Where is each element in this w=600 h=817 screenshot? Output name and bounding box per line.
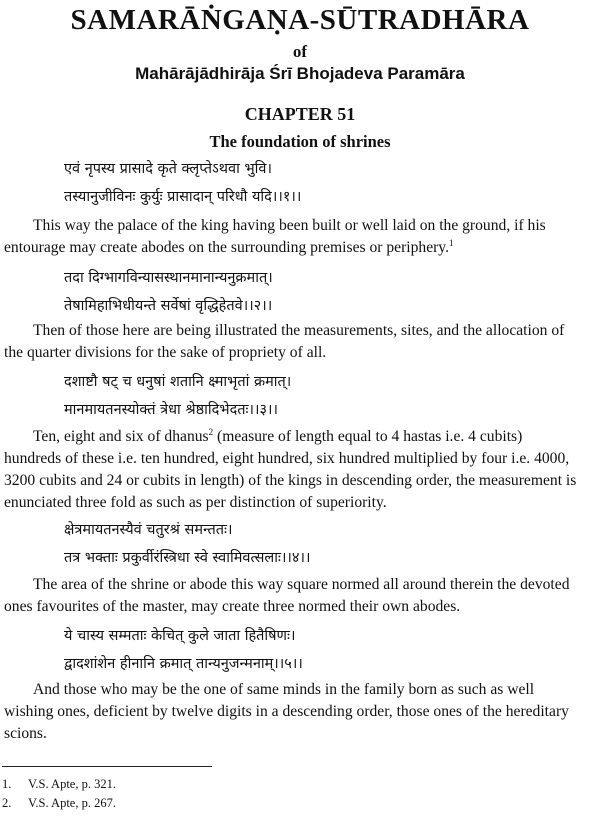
footnote-divider bbox=[2, 766, 212, 767]
translation-paragraph-3 bbox=[4, 426, 596, 514]
translation-paragraph-5 bbox=[4, 679, 596, 745]
paragraph-line: enunciated three fold as such as per distinction of superiority. bbox=[4, 494, 387, 511]
footnote-number: 1. bbox=[2, 777, 12, 791]
paragraph-line: 3200 cubits and 24 or cubits in length) of the kings in descending order, the measurement is bbox=[4, 472, 577, 489]
verse-line: एवं नृपस्य प्रासादे कृते क्लृप्तेऽथवा भुवि। bbox=[64, 161, 272, 177]
title-connector: of bbox=[292, 42, 308, 61]
translation-paragraph-1 bbox=[4, 215, 596, 259]
verse-line: दशाष्टौ षट् च धनुषां शतानि क्ष्माभृतां क्रमात्। bbox=[64, 374, 292, 390]
footnote-marker: 1 bbox=[449, 237, 454, 248]
author-line: Mahārājādhirāja Śrī Bhojadeva Paramāra bbox=[135, 64, 465, 83]
verse-line: तत्र भक्ताः प्रकुर्वीरंस्त्रिधा स्वे स्वामिवत्सलाः।।४।। bbox=[64, 550, 311, 566]
verse-line: मानमायतनस्योक्तं त्रेधा श्रेष्ठादिभेदतः।।३।। bbox=[64, 402, 278, 418]
paragraph-line: The area of the shrine or abode this way square normed all around therein the devoted bbox=[33, 576, 570, 593]
translation-paragraph-4 bbox=[4, 574, 596, 618]
translation-paragraph-2 bbox=[4, 320, 596, 364]
paragraph-line: wishing ones, deficient by twelve digits in a descending order, those ones of the hereditary bbox=[4, 703, 569, 720]
paragraph-line: Then of those here are being illustrated the measurements, sites, and the allocation of bbox=[33, 322, 565, 339]
paragraph-line: This way the palace of the king having been built or well laid on the ground, if his bbox=[33, 217, 546, 234]
footnote-text: V.S. Apte, p. 321. bbox=[28, 777, 116, 791]
verse-line: ये चास्य सम्मताः केचित् कुले जाता हितैषिणः। bbox=[64, 628, 296, 644]
verse-line: क्षेत्रमायतनस्यैवं चतुरश्रं समन्ततः। bbox=[64, 522, 233, 538]
sanskrit-verse-3 bbox=[64, 372, 564, 420]
paragraph-line: And those who may be the one of same minds in the family born as such as well bbox=[33, 681, 535, 698]
footnote-text: V.S. Apte, p. 267. bbox=[28, 796, 116, 810]
paragraph-line: ones favourites of the master, may create three normed their own abodes. bbox=[4, 598, 461, 615]
verse-line: द्वादशांशेन हीनानि क्रमात् तान्यनुजन्मनाम्।।५।। bbox=[64, 656, 303, 672]
paragraph-line: (measure of length equal to 4 hastas i.e. 4 cubits) bbox=[213, 428, 523, 445]
verse-line: तेषामिहाभिधीयन्ते सर्वेषां वृद्धिहेतवे।।२।। bbox=[64, 298, 273, 314]
chapter-subtitle: The foundation of shrines bbox=[209, 132, 391, 151]
chapter-heading: CHAPTER 51 bbox=[244, 104, 356, 124]
paragraph-line: Ten, eight and six of dhanus bbox=[33, 428, 209, 445]
sanskrit-verse-1 bbox=[64, 159, 564, 207]
footnote-number: 2. bbox=[2, 796, 12, 810]
paragraph-line: the quarter divisions for the sake of propriety of all. bbox=[4, 344, 327, 361]
sanskrit-verse-5 bbox=[64, 626, 564, 674]
paragraph-line: scions. bbox=[4, 725, 47, 742]
paragraph-line: entourage may create abodes on the surrounding premises or periphery. bbox=[4, 239, 449, 256]
sanskrit-verse-4 bbox=[64, 520, 564, 568]
verse-line: तदा दिग्भागविन्यासस्थानमानान्यनुक्रमात्। bbox=[64, 270, 273, 286]
book-title: SAMARĀṄGAṆA-SŪTRADHĀRA bbox=[70, 4, 530, 36]
footnote-marker: 2 bbox=[208, 426, 214, 437]
footnote bbox=[2, 795, 116, 811]
footnote bbox=[2, 776, 116, 792]
paragraph-line: hundreds of these i.e. ten hundred, eight hundred, six hundred multiplied by four i.e. 4000, bbox=[4, 450, 570, 467]
verse-line: तस्यानुजीविनः कुर्युः प्रासादान् परिधौ यदि।।१।। bbox=[64, 189, 302, 205]
sanskrit-verse-2 bbox=[64, 268, 564, 316]
